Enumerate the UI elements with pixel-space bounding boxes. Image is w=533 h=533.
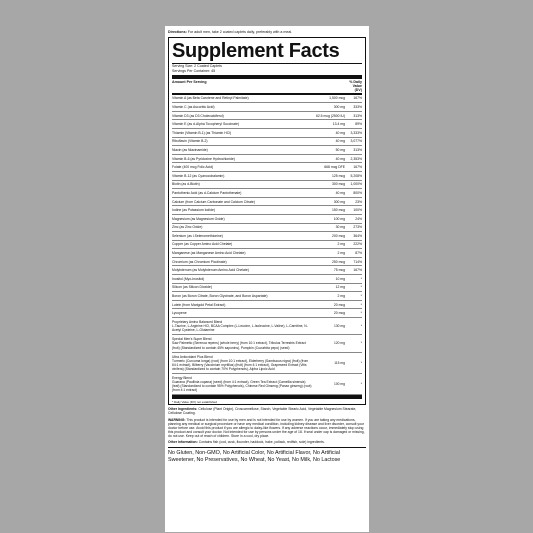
nutrient-row [172, 155, 362, 164]
blend-detail: Saw Palmetto (Serenoa repens) (whole berry) (from 10:1 extract), Tribulus Terrestris Extract (fruit) (Standardized to contain 45% saponins), Pumpkin (Cucurbita pepo) (seed) [172, 341, 306, 350]
nutrient-name: Copper (as Copper Amino Acid Chelate) [172, 242, 233, 247]
warning-label: WARNING: [168, 417, 186, 422]
nutrient-dv: 24% [355, 216, 362, 221]
nutrient-dv: 167% [353, 268, 362, 273]
nutrient-dv: 714% [353, 259, 362, 264]
blend-list [172, 318, 362, 395]
nutrient-dv: * [360, 285, 362, 290]
blend-amount: 100 mg [334, 382, 345, 387]
nutrient-name: Biotin (as d-Biotin) [172, 182, 200, 187]
nutrient-amount: 300 mg [333, 104, 345, 109]
directions-text: For adult men, take 2 coated caplets daily, preferably with a meal. [187, 30, 293, 34]
blend-description [172, 355, 315, 371]
nutrient-dv: 23% [355, 199, 362, 204]
nutrient-row [172, 146, 362, 155]
supplement-facts-panel [168, 37, 366, 405]
other-information-label: Other Information: [168, 440, 198, 444]
nutrient-name: Vitamin D3 (as D3 Cholecalciferol) [172, 113, 224, 118]
nutrient-row [172, 224, 362, 233]
nutrient-dv: * [360, 311, 362, 316]
warning-text: This product is intended for use by men and is not intended for use by women. If you are taking any medications, planning any medical or surgical procedure or have any medical condition, including kidney disease and liver disorder, consult your doctor before use. Avoid this product if you are allergic to daisy-like flowers. If any adverse reactions occur, immediately stop using this product and consult your doctor. Not intended for use by persons under the age of 18. If seal under cap is damaged or missing, do not use. Keep out of reach of children. Store in a cool, dry place. [168, 417, 365, 438]
blend-dv: * [360, 382, 362, 387]
footnote: * Daily Value (DV) not established [172, 395, 362, 404]
nutrient-name: Chromium (as Chromium Picolinate) [172, 259, 227, 264]
amount-header: Amount Per Serving [172, 79, 207, 84]
nutrient-row [172, 129, 362, 138]
nutrient-name: Folate (400 mcg Folic Acid) [172, 165, 214, 170]
nutrient-amount: 1,500 mcg [329, 96, 345, 101]
nutrient-dv: 3,077% [350, 139, 362, 144]
nutrient-name: Vitamin C (as Ascorbic Acid) [172, 104, 215, 109]
nutrient-row [172, 258, 362, 267]
nutrient-name: Molybdenum (as Molybdenum Amino Acid Chelate) [172, 268, 249, 273]
servings-per-container: Servings Per Container: 45 [172, 69, 216, 73]
serving-size: Serving Size: 2 Coated Caplets [172, 64, 222, 69]
nutrient-list [172, 95, 362, 318]
warning [168, 418, 366, 438]
nutrient-row [172, 206, 362, 215]
free-from-statement: No Gluten, Non-GMO, No Artificial Color, No Artificial Flavor, No Artificial Sweetener, No Preservatives, No Wheat, No Yeast, No Milk, No Lactose [168, 447, 366, 464]
nutrient-amount: 300 mcg [331, 182, 345, 187]
nutrient-amount: 150 mcg [331, 208, 345, 213]
nutrient-row [172, 163, 362, 172]
nutrient-dv: 100% [353, 208, 362, 213]
blend-description [172, 320, 315, 332]
supplement-label [165, 26, 369, 532]
blend-row [172, 318, 362, 335]
nutrient-row [172, 301, 362, 310]
nutrient-row [172, 181, 362, 190]
nutrient-dv: 3,333% [350, 130, 362, 135]
nutrient-name: Manganese (as Manganese Amino Acid Chelate) [172, 251, 246, 256]
nutrient-name: Inositol (Myo-Inositol) [172, 276, 205, 281]
other-information [168, 440, 366, 444]
nutrient-row [172, 284, 362, 293]
blend-detail: L-Taurine, L-Arginine HCl, BCAA Complex (L-Leucine, L-Isoleucine, L-Valine), L-Carnitine, N-Acetyl Cysteine, L-Glutamine [172, 324, 308, 333]
nutrient-dv: 89% [355, 122, 362, 127]
nutrient-amount: 30 mg [335, 225, 345, 230]
directions-label: Directions: [168, 30, 187, 34]
nutrient-row [172, 120, 362, 129]
nutrient-name: Silicon (as Silicon Dioxide) [172, 285, 212, 290]
nutrient-row [172, 292, 362, 301]
blend-name: Special Men's Super Blend [172, 337, 212, 342]
nutrient-dv: 800% [353, 190, 362, 195]
nutrient-dv: 313% [353, 147, 362, 152]
blend-amount: 120 mg [334, 341, 345, 346]
nutrient-row [172, 138, 362, 147]
nutrient-dv: * [360, 302, 362, 307]
nutrient-dv: * [360, 294, 362, 299]
nutrient-dv: * [360, 276, 362, 281]
nutrient-name: Vitamin E (as d-Alpha Tocopheryl Succinate) [172, 122, 239, 127]
column-header [172, 79, 362, 93]
nutrient-row [172, 172, 362, 181]
nutrient-row [172, 215, 362, 224]
nutrient-dv: 313% [353, 113, 362, 118]
blend-name: Proprietary Amino Balanced Blend [172, 320, 223, 325]
nutrient-amount: 2 mg [337, 242, 345, 247]
other-ingredients-text: Cellulose (Plant Origin), Croscarmellose, Starch, Vegetable Stearic Acid, Vegetable Magnesium Stearate, Cellulose Coating. [168, 407, 357, 416]
blend-name: Ultra Antioxidant Plus Blend [172, 354, 213, 359]
nutrient-amount: 250 mcg [331, 259, 345, 264]
blend-description [172, 376, 315, 392]
blend-dv: * [360, 341, 362, 346]
nutrient-row [172, 249, 362, 258]
nutrient-dv: 87% [355, 251, 362, 256]
blend-dv: * [360, 360, 362, 365]
nutrient-amount: 40 mg [335, 139, 345, 144]
nutrient-name: Thiamin (Vitamin B-1) (as Thiamin HCl) [172, 130, 232, 135]
nutrient-amount: 2 mg [337, 251, 345, 256]
nutrient-name: Selenium (as l-Selenomethionine) [172, 233, 223, 238]
nutrient-dv: 222% [353, 242, 362, 247]
nutrient-row [172, 189, 362, 198]
nutrient-amount: 300 mg [333, 199, 345, 204]
blend-dv: * [360, 324, 362, 329]
blend-name: Energy Blend [172, 375, 192, 380]
nutrient-row [172, 241, 362, 250]
nutrient-row [172, 275, 362, 284]
nutrient-row [172, 95, 362, 104]
blend-detail: Guarana (Paullinia cupana) (seed) (from 4:1 extract), Green Tea Extract (Camellia sinensis) (leaf) (Standardized to contain 95% Polyphenols), Chinese Red Ginseng (Panax ginseng) (root) (from 4:1 extract) [172, 380, 312, 393]
nutrient-amount: 40 mg [335, 130, 345, 135]
nutrient-row [172, 198, 362, 207]
nutrient-dv: 2,353% [350, 156, 362, 161]
blend-detail: Turmeric (Curcuma longa) (root) (from 10:1 extract), Elderberry (Sambucus nigra) (fruit) (from 64:1 extract), Bilberry (Vaccinium myrtillus) (fruit) (from 4:1 extract), Grapeseed Extract (Vitis vinifera) (Standardized to contain 70% Polyphenols), Alpha Lipoic Acid [172, 358, 309, 371]
panel-title: Supplement Facts [172, 40, 340, 63]
nutrient-name: Magnesium (as Magnesium Oxide) [172, 216, 225, 221]
blend-row [172, 335, 362, 352]
nutrient-name: Vitamin A (as Beta Carotene and Retinyl Palmitate) [172, 96, 249, 101]
nutrient-amount: 125 mcg [331, 173, 345, 178]
nutrient-name: Calcium (from Calcium Carbonate and Calcium Citrate) [172, 199, 255, 204]
nutrient-row [172, 232, 362, 241]
nutrient-dv: 1,000% [350, 182, 362, 187]
nutrient-amount: 2 mg [337, 294, 345, 299]
nutrient-amount: 13.4 mg [332, 122, 345, 127]
blend-row [172, 353, 362, 374]
blend-row [172, 374, 362, 395]
directions [168, 30, 366, 34]
nutrient-name: Vitamin B-12 (as Cyanocobalamin) [172, 173, 225, 178]
nutrient-name: Lutein (from Marigold Petal Extract) [172, 302, 226, 307]
nutrient-amount: 20 mcg [333, 311, 345, 316]
nutrient-row [172, 103, 362, 112]
nutrient-name: Zinc (as Zinc Oxide) [172, 225, 203, 230]
other-information-text: Contains fish (cod, cusk, flounder, haddock, hake, pollack, redfish, sole) ingredients. [198, 440, 325, 444]
nutrient-row [172, 266, 362, 275]
nutrient-name: Lycopene [172, 311, 187, 316]
nutrient-dv: 167% [353, 165, 362, 170]
nutrient-name: Vitamin B-6 (as Pyridoxine Hydrochloride) [172, 156, 235, 161]
nutrient-dv: 273% [353, 225, 362, 230]
nutrient-amount: 20 mcg [333, 302, 345, 307]
nutrient-dv: 5,208% [350, 173, 362, 178]
nutrient-name: Riboflavin (Vitamin B-2) [172, 139, 208, 144]
nutrient-name: Niacin (as Niacinamide) [172, 147, 208, 152]
nutrient-dv: 364% [353, 233, 362, 238]
dv-header: % Daily Value (DV) [349, 79, 362, 92]
nutrient-amount: 200 mcg [331, 233, 345, 238]
nutrient-amount: 50 mg [335, 147, 345, 152]
nutrient-row [172, 309, 362, 318]
blend-description [172, 337, 315, 349]
nutrient-row [172, 112, 362, 121]
nutrient-amount: 668 mcg DFE [324, 165, 345, 170]
nutrient-dv: 167% [353, 96, 362, 101]
nutrient-amount: 40 mg [335, 190, 345, 195]
nutrient-amount: 100 mg [333, 216, 345, 221]
nutrient-name: Iodine (as Potassium Iodide) [172, 208, 215, 213]
blend-amount: 115 mg [334, 360, 345, 365]
nutrient-amount: 62.5 mcg (2500 IU) [315, 113, 345, 118]
other-ingredients-label: Other Ingredients: [168, 407, 198, 412]
nutrient-name: Pantothenic Acid (as d-Calcium Pantothenate) [172, 190, 242, 195]
other-ingredients [168, 407, 366, 415]
nutrient-amount: 10 mg [335, 276, 345, 281]
nutrient-amount: 12 mg [335, 285, 345, 290]
nutrient-amount: 40 mg [335, 156, 345, 161]
nutrient-name: Boron (as Boron Citrate, Boron Glycinate, and Boron Aspartate) [172, 294, 268, 299]
blend-amount: 130 mg [334, 324, 345, 329]
nutrient-dv: 333% [353, 104, 362, 109]
nutrient-amount: 75 mcg [333, 268, 345, 273]
